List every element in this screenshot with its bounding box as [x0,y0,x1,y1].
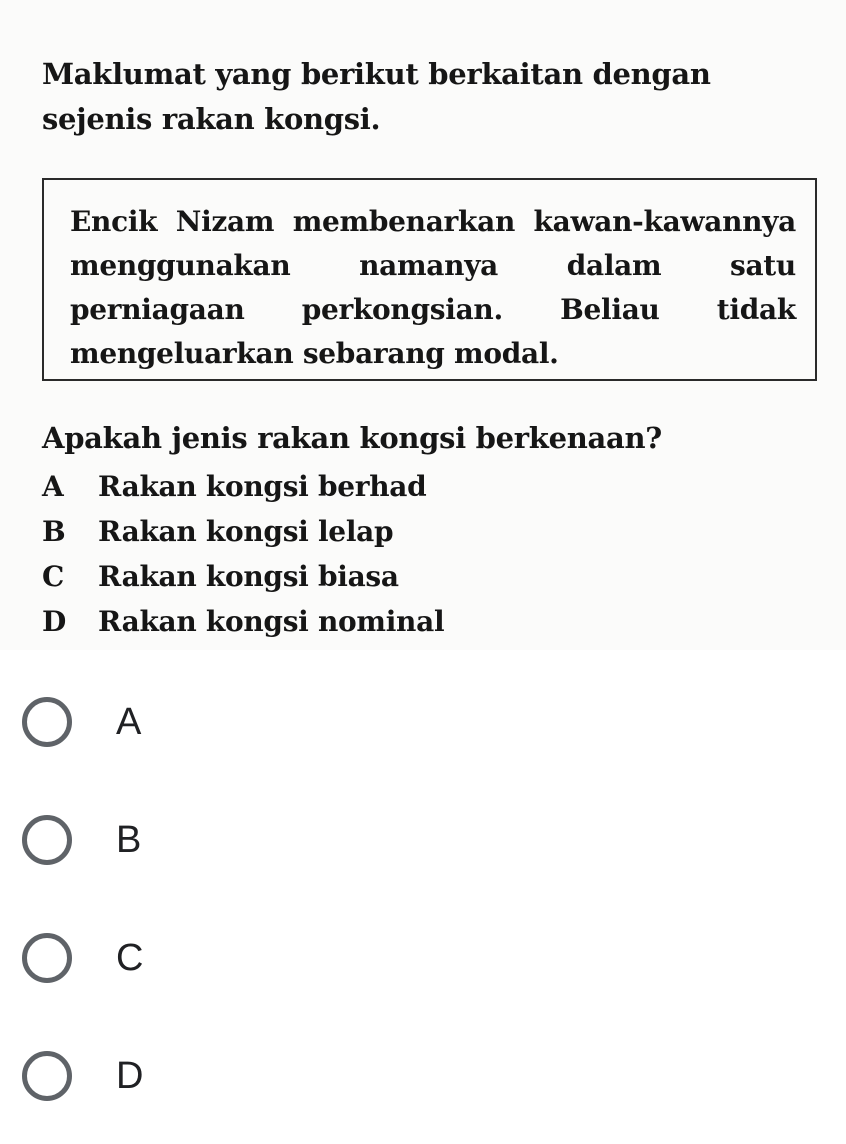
printed-option-a [42,464,802,509]
choice-label[interactable]: B [116,818,142,861]
printed-option-text: Rakan kongsi biasa [98,560,399,593]
radio-unchecked-icon[interactable] [22,933,72,983]
printed-option-letter: C [42,560,64,593]
printed-option-letter: A [42,470,64,503]
question-text: Apakah jenis rakan kongsi berkenaan? [42,421,662,455]
printed-option-b [42,509,802,554]
choice-a[interactable] [22,690,522,754]
printed-option-text: Rakan kongsi nominal [98,605,445,638]
radio-unchecked-icon[interactable] [22,1051,72,1101]
printed-option-text: Rakan kongsi lelap [98,515,394,548]
printed-option-c [42,554,802,599]
choice-label[interactable]: C [116,936,144,979]
printed-option-letter: D [42,605,66,638]
choice-b[interactable] [22,808,522,872]
printed-option-text: Rakan kongsi berhad [98,470,427,503]
radio-unchecked-icon[interactable] [22,697,72,747]
radio-unchecked-icon[interactable] [22,815,72,865]
choice-label[interactable]: A [116,700,142,743]
question-intro: Maklumat yang berikut berkaitan dengan sejenis rakan kongsi. [42,57,711,136]
choice-d[interactable] [22,1044,522,1108]
context-box [42,178,817,381]
printed-option-d [42,599,802,644]
printed-option-letter: B [42,515,66,548]
context-text: Encik Nizam membenarkan kawan-kawannya menggunakan namanya dalam satu perniagaan perkongsian. Beliau tidak mengeluarkan sebarang modal. [70,205,796,370]
choice-label[interactable]: D [116,1054,144,1097]
choice-c[interactable] [22,926,522,990]
printed-options [42,464,802,644]
